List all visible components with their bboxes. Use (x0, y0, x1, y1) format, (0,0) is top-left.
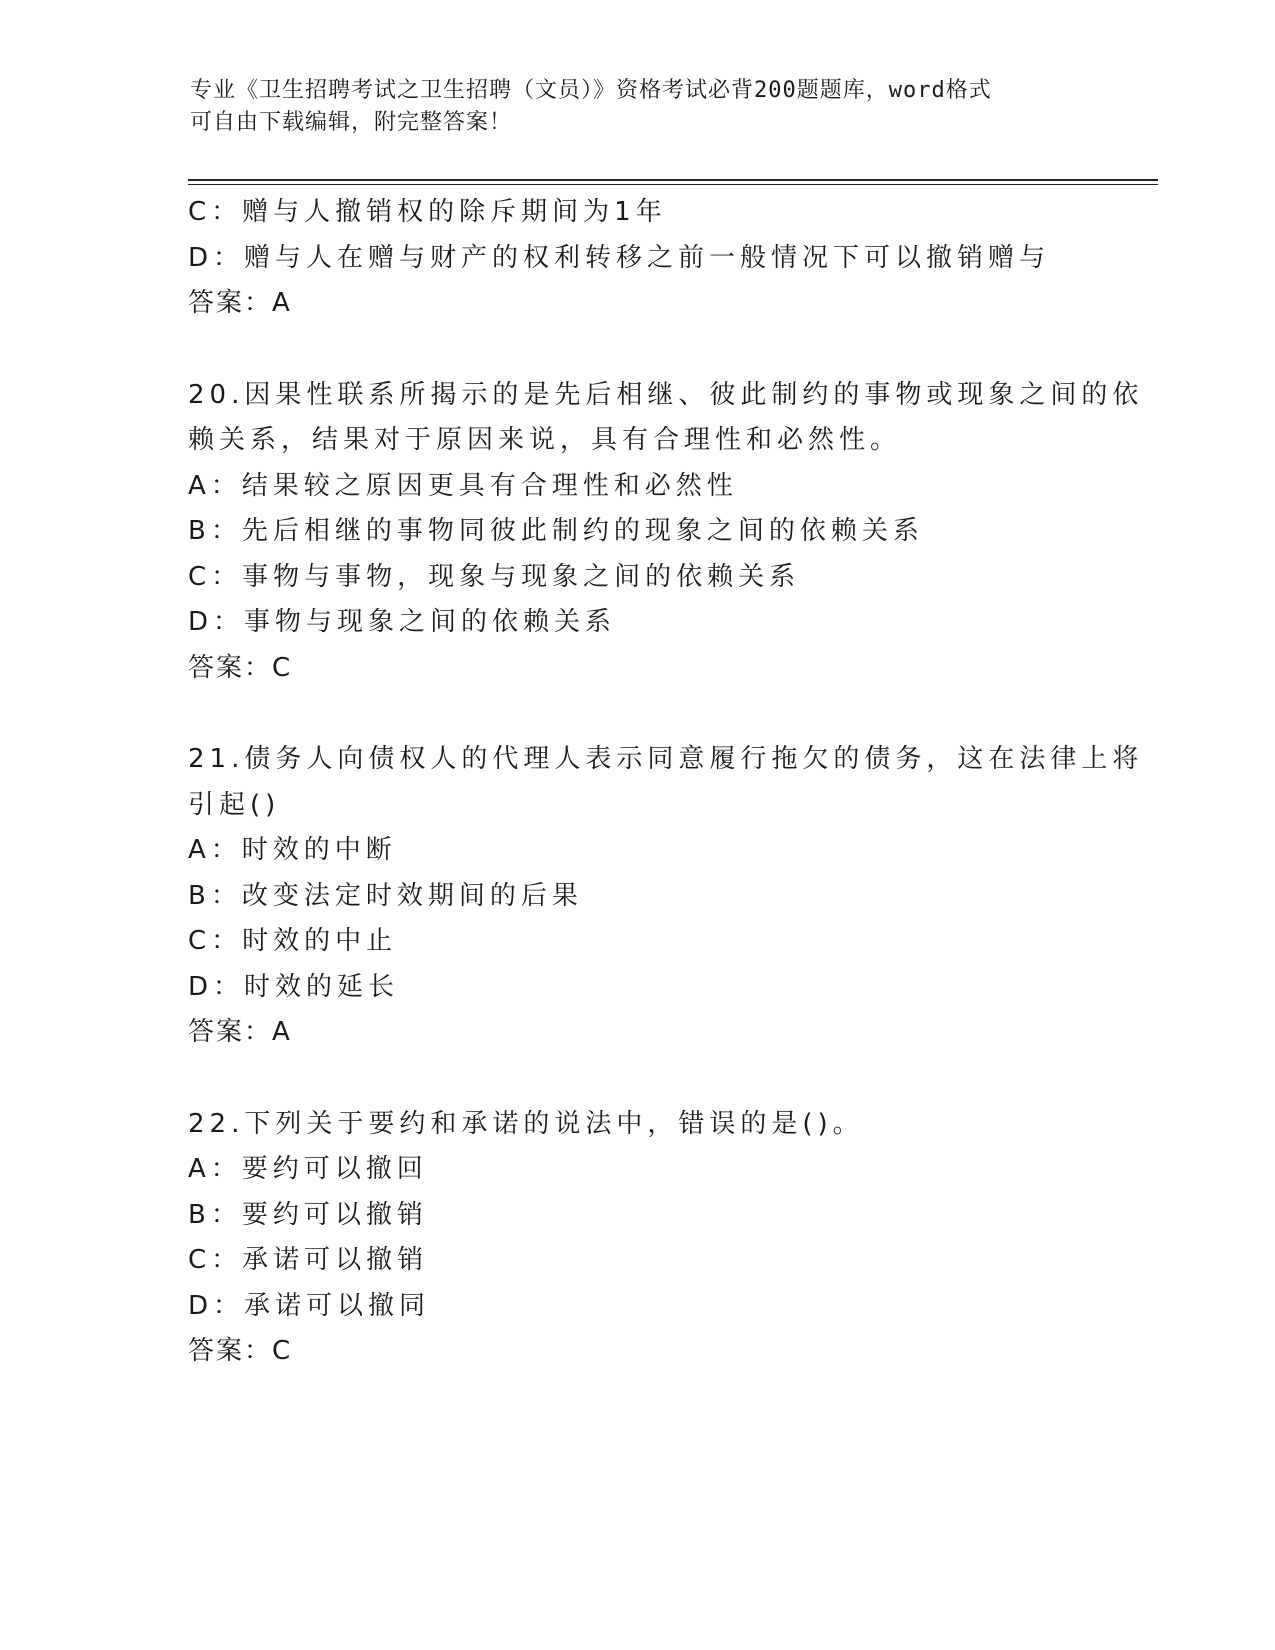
header-rule-thin (188, 184, 1158, 185)
option-c: C：事物与事物，现象与现象之间的依赖关系 (188, 561, 801, 592)
question-19-continuation (188, 190, 1088, 327)
question-22 (188, 1102, 1088, 1375)
header-line-2: 可自由下载编辑，附完整答案！ (190, 110, 513, 135)
answer-line: 答案：A (188, 1017, 292, 1047)
option-d: D：承诺可以撤同 (188, 1290, 431, 1321)
answer-line: 答案：C (188, 1336, 293, 1366)
option-c: C：时效的中止 (188, 926, 398, 956)
header-rule-thick (188, 179, 1158, 181)
option-d: D：赠与人在赠与财产的权利转移之前一般情况下可以撤销赠与 (188, 242, 1051, 273)
question-stem: 20.因果性联系所揭示的是先后相继、彼此制约的事物或现象之间的依 (188, 379, 1144, 410)
document-header (190, 75, 1090, 139)
question-20 (188, 373, 1144, 692)
question-list (188, 190, 1144, 1375)
answer-line: 答案：A (188, 288, 292, 318)
answer-line: 答案：C (188, 652, 293, 683)
option-c: C：承诺可以撤销 (188, 1245, 429, 1275)
option-a: A：结果较之原因更具有合理性和必然性 (188, 470, 738, 501)
option-a: A：要约可以撤回 (188, 1154, 428, 1184)
question-stem-continuation: 引起() (188, 789, 281, 820)
option-d: D：事物与现象之间的依赖关系 (188, 607, 617, 637)
option-b: B：改变法定时效期间的后果 (188, 880, 583, 911)
question-stem-continuation: 赖关系，结果对于原因来说，具有合理性和必然性。 (188, 425, 902, 455)
question-21 (188, 737, 1144, 1056)
option-a: A：时效的中断 (188, 835, 397, 865)
option-b: B：要约可以撤销 (188, 1199, 428, 1230)
option-c: C：赠与人撤销权的除斥期间为1年 (188, 197, 667, 227)
question-stem: 22.下列关于要约和承诺的说法中，错误的是()。 (188, 1108, 864, 1139)
header-line-1: 专业《卫生招聘考试之卫生招聘（文员）》资格考试必背200题题库，word格式 (190, 78, 992, 103)
question-stem: 21.债务人向债权人的代理人表示同意履行拖欠的债务，这在法律上将 (188, 744, 1144, 774)
option-b: B：先后相继的事物同彼此制约的现象之间的依赖关系 (188, 516, 924, 546)
option-d: D：时效的延长 (188, 971, 400, 1002)
